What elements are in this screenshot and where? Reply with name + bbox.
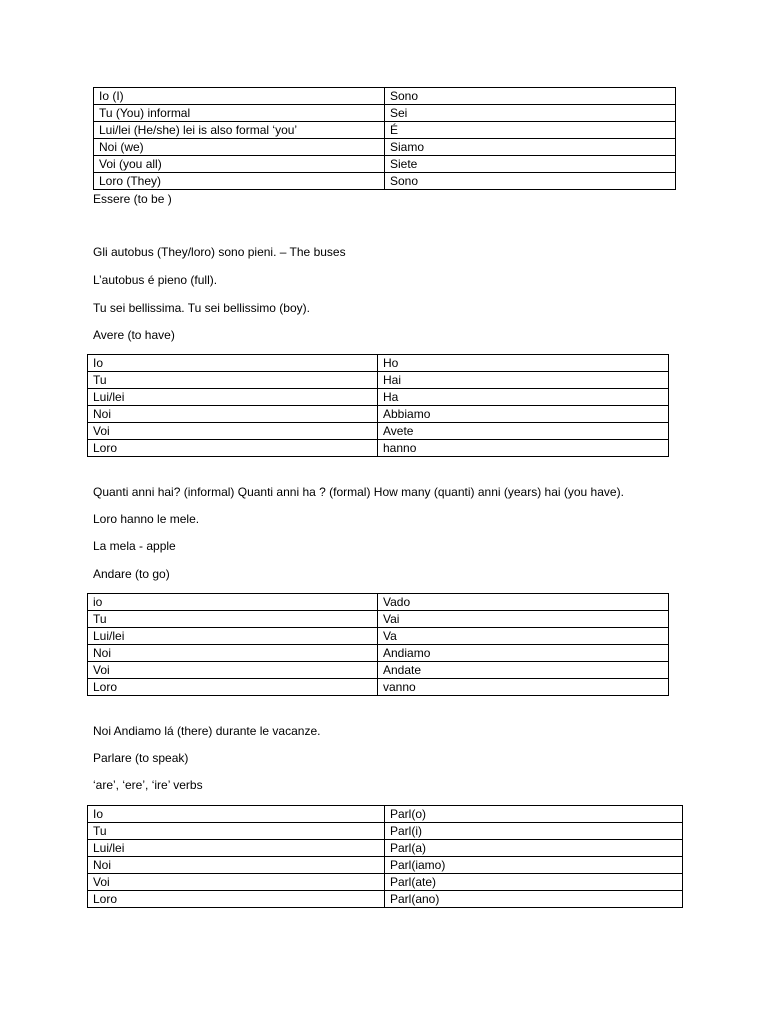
- verb-form-cell: Va: [378, 628, 669, 645]
- verb-form-cell: Parl(o): [385, 806, 683, 823]
- verb-form-cell: Vai: [378, 611, 669, 628]
- pronoun-cell: Noi (we): [94, 139, 385, 156]
- table-row: [88, 372, 669, 389]
- avere-heading: Avere (to have): [93, 328, 175, 342]
- verb-form-cell: Parl(a): [385, 840, 683, 857]
- verb-form-cell: Sono: [385, 173, 676, 190]
- verb-form-cell: Vado: [378, 594, 669, 611]
- table-row: [88, 806, 683, 823]
- pronoun-cell: Noi: [88, 406, 378, 423]
- sentence: Tu sei bellissima. Tu sei bellissimo (boy).: [93, 301, 310, 315]
- table-row: [88, 874, 683, 891]
- sentence: ‘are’, ‘ere’, ‘ire’ verbs: [93, 778, 203, 792]
- verb-form-cell: É: [385, 122, 676, 139]
- pronoun-cell: Lui/lei: [88, 628, 378, 645]
- pronoun-cell: Io: [88, 806, 385, 823]
- table-row: [94, 105, 676, 122]
- pronoun-cell: Lui/lei: [88, 389, 378, 406]
- pronoun-cell: Loro: [88, 440, 378, 457]
- sentence: Gli autobus (They/loro) sono pieni. – The buses: [93, 245, 346, 259]
- verb-form-cell: Andiamo: [378, 645, 669, 662]
- pronoun-cell: Lui/lei (He/she) lei is also formal ‘you’: [94, 122, 385, 139]
- table-row: [94, 156, 676, 173]
- table-row: [88, 440, 669, 457]
- table-row: [88, 628, 669, 645]
- sentence: La mela - apple: [93, 539, 176, 553]
- parlare-table: [87, 805, 683, 908]
- table-row: [88, 857, 683, 874]
- pronoun-cell: Loro (They): [94, 173, 385, 190]
- pronoun-cell: Voi: [88, 423, 378, 440]
- table-row: [88, 823, 683, 840]
- pronoun-cell: Tu (You) informal: [94, 105, 385, 122]
- sentence: Quanti anni hai? (informal) Quanti anni ha ? (formal) How many (quanti) anni (years) hai (you have).: [93, 485, 624, 499]
- verb-form-cell: Parl(ate): [385, 874, 683, 891]
- table-row: [88, 389, 669, 406]
- verb-form-cell: Ha: [378, 389, 669, 406]
- pronoun-cell: Voi: [88, 662, 378, 679]
- andare-heading: Andare (to go): [93, 567, 170, 581]
- table-row: [88, 611, 669, 628]
- table-row: [94, 139, 676, 156]
- pronoun-cell: Tu: [88, 611, 378, 628]
- pronoun-cell: Voi (you all): [94, 156, 385, 173]
- avere-table: [87, 354, 669, 457]
- verb-form-cell: Ho: [378, 355, 669, 372]
- verb-form-cell: Parl(ano): [385, 891, 683, 908]
- verb-form-cell: Siete: [385, 156, 676, 173]
- pronoun-cell: Voi: [88, 874, 385, 891]
- table-row: [88, 891, 683, 908]
- table-row: [88, 840, 683, 857]
- sentence: Loro hanno le mele.: [93, 512, 200, 526]
- verb-form-cell: hanno: [378, 440, 669, 457]
- pronoun-cell: Io: [88, 355, 378, 372]
- verb-form-cell: Parl(iamo): [385, 857, 683, 874]
- table-row: [88, 662, 669, 679]
- verb-form-cell: Sono: [385, 88, 676, 105]
- verb-form-cell: vanno: [378, 679, 669, 696]
- verb-form-cell: Sei: [385, 105, 676, 122]
- verb-form-cell: Parl(i): [385, 823, 683, 840]
- pronoun-cell: Loro: [88, 679, 378, 696]
- pronoun-cell: Noi: [88, 857, 385, 874]
- pronoun-cell: Loro: [88, 891, 385, 908]
- table-row: [88, 355, 669, 372]
- essere-table: [93, 87, 676, 190]
- sentence: L’autobus é pieno (full).: [93, 273, 218, 287]
- pronoun-cell: Tu: [88, 372, 378, 389]
- table-row: [88, 679, 669, 696]
- sentence: Noi Andiamo lá (there) durante le vacanze.: [93, 724, 321, 738]
- table-row: [88, 423, 669, 440]
- verb-form-cell: Avete: [378, 423, 669, 440]
- verb-form-cell: Abbiamo: [378, 406, 669, 423]
- pronoun-cell: Lui/lei: [88, 840, 385, 857]
- table-row: [88, 645, 669, 662]
- pronoun-cell: io: [88, 594, 378, 611]
- pronoun-cell: Io (I): [94, 88, 385, 105]
- pronoun-cell: Noi: [88, 645, 378, 662]
- table-row: [88, 406, 669, 423]
- table-row: [88, 594, 669, 611]
- table-row: [94, 173, 676, 190]
- verb-form-cell: Hai: [378, 372, 669, 389]
- table-row: [94, 88, 676, 105]
- table-row: [94, 122, 676, 139]
- verb-form-cell: Andate: [378, 662, 669, 679]
- verb-form-cell: Siamo: [385, 139, 676, 156]
- pronoun-cell: Tu: [88, 823, 385, 840]
- essere-caption: Essere (to be ): [93, 192, 172, 206]
- andare-table: [87, 593, 669, 696]
- parlare-heading: Parlare (to speak): [93, 751, 189, 765]
